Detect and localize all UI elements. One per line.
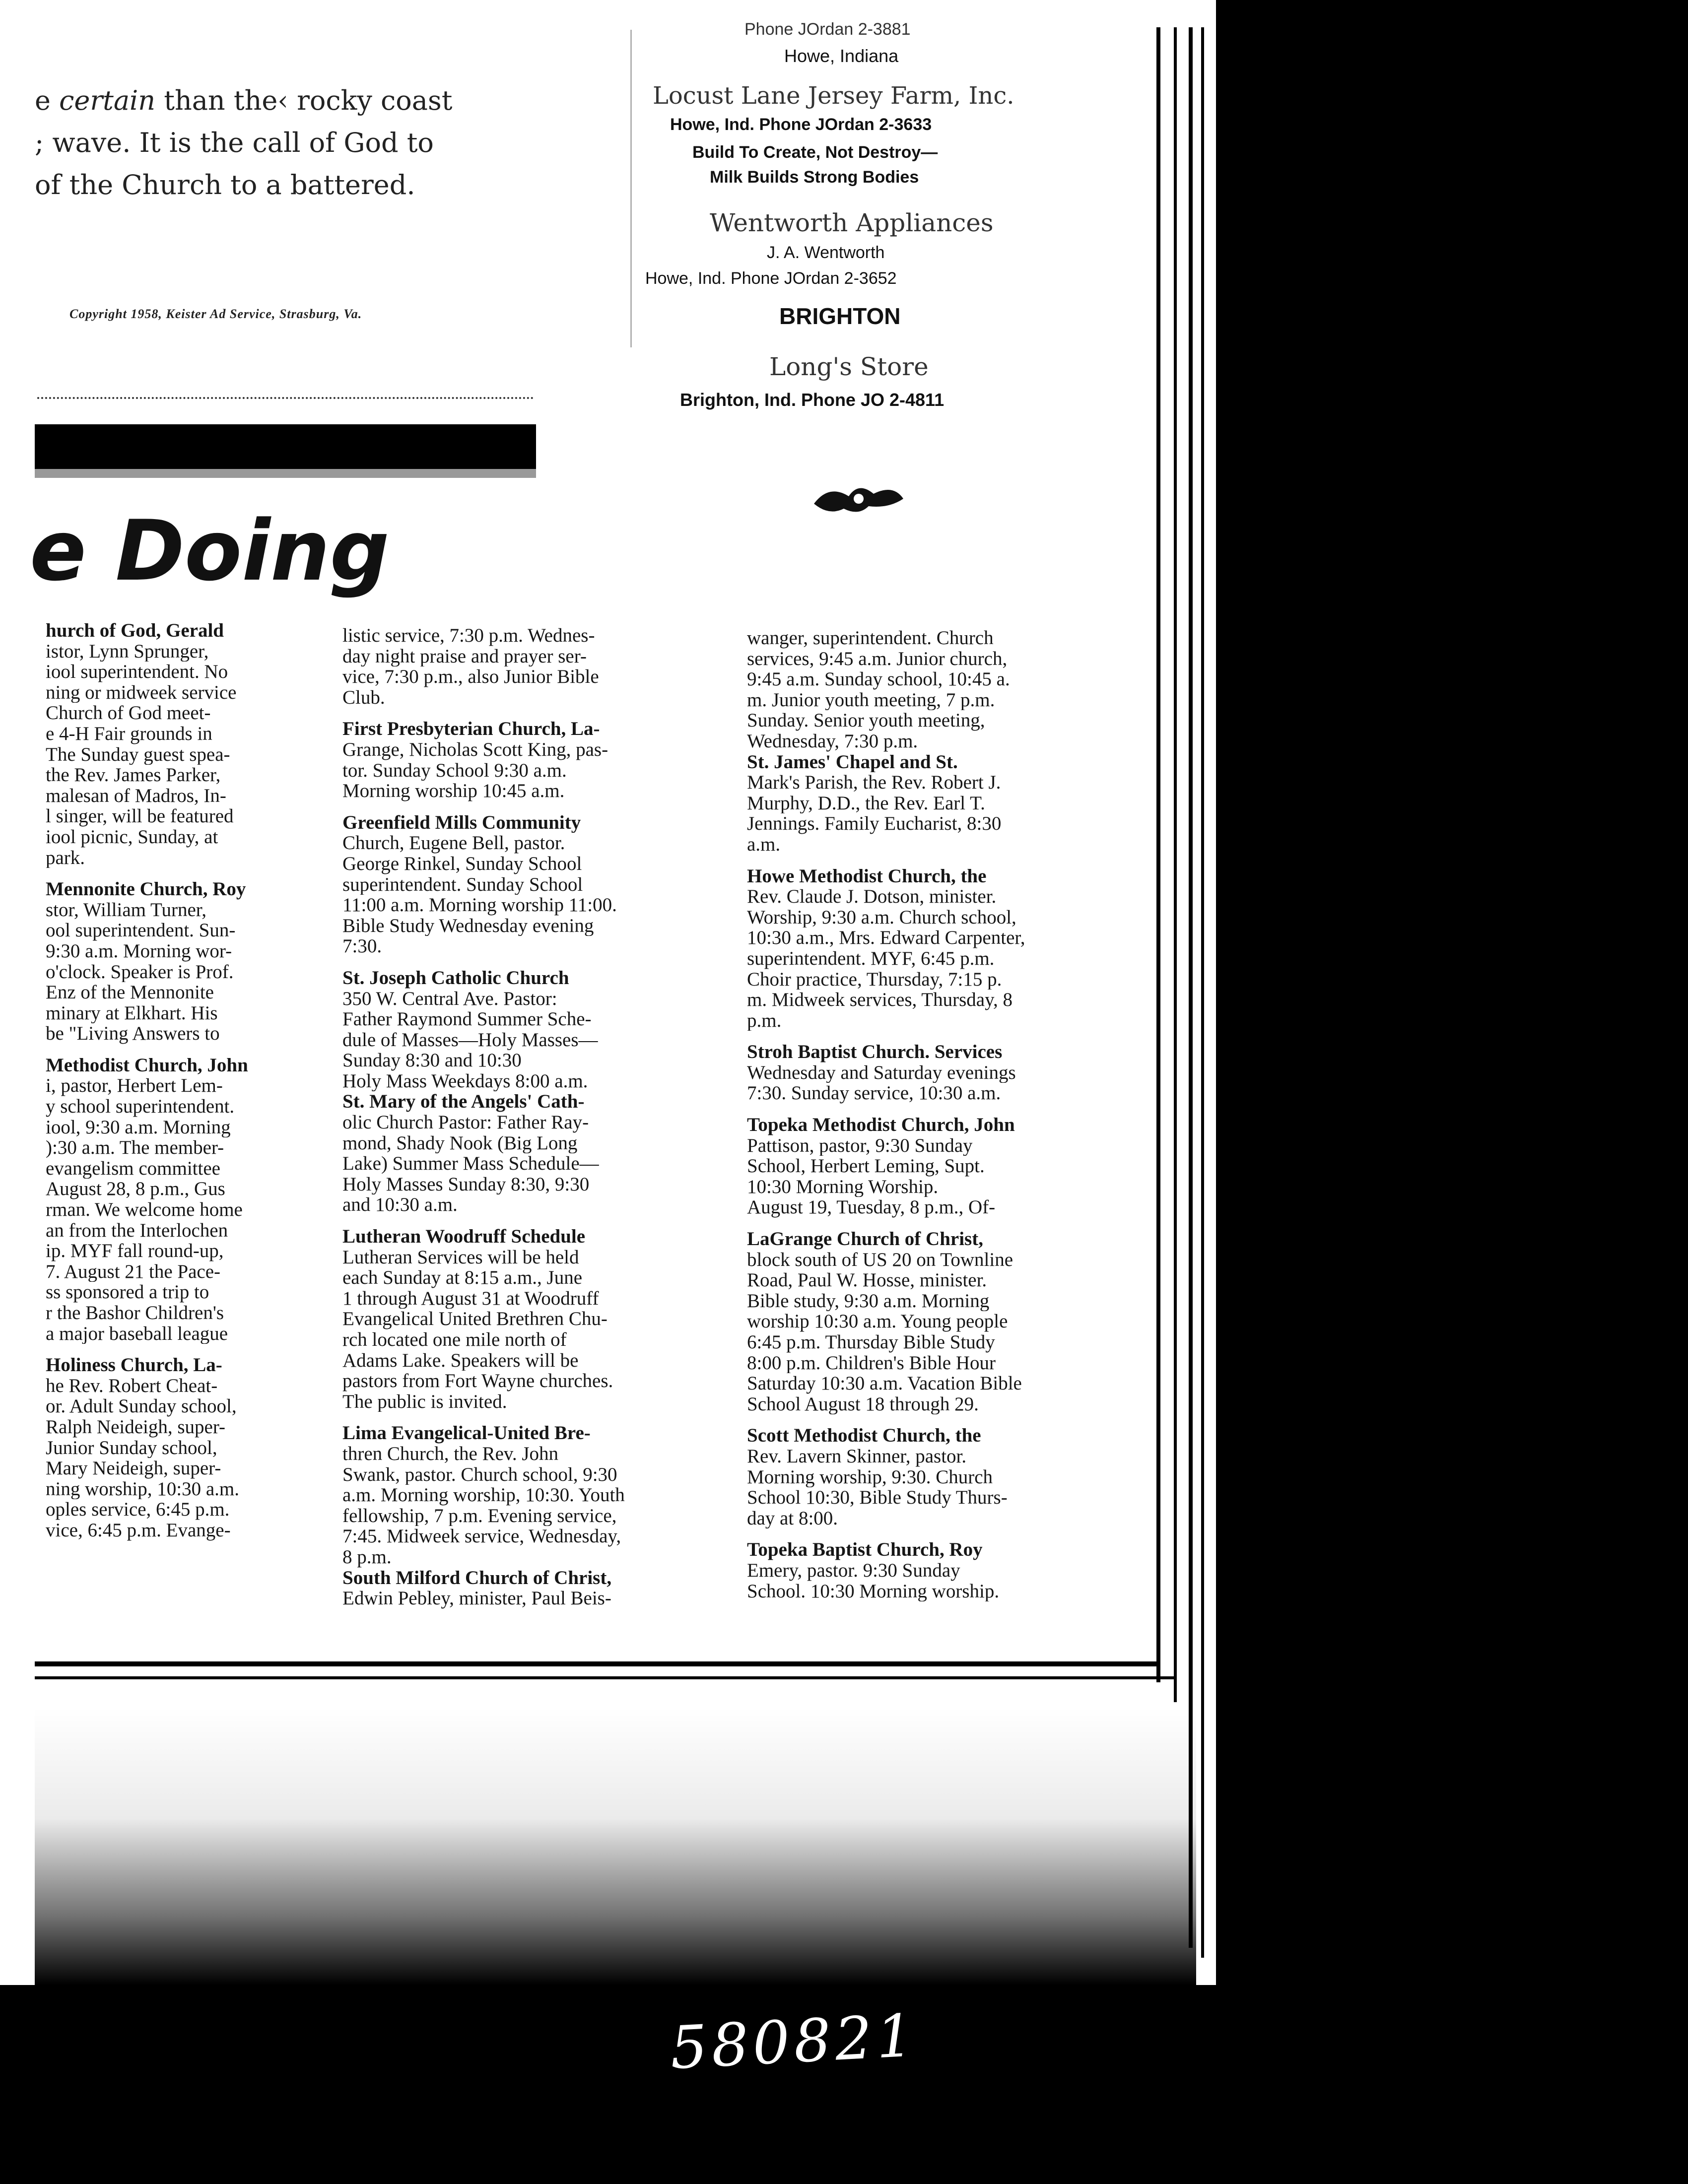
church-heading-line: LaGrange Church of Christ, — [747, 1229, 983, 1250]
church-heading-line: St. Joseph Catholic Church — [342, 967, 569, 989]
column-text-line: School. 10:30 Morning worship. — [747, 1581, 1000, 1602]
column-text-line: rch located one mile north of — [342, 1329, 567, 1350]
column-text-line: 8:00 p.m. Children's Bible Hour — [747, 1352, 996, 1374]
quote-line-3: of the Church to a battered. — [35, 169, 415, 200]
column-text-line: Adams Lake. Speakers will be — [342, 1350, 579, 1371]
column-text-line: and 10:30 a.m. — [342, 1194, 458, 1216]
column-text-line: r the Bashor Children's — [46, 1303, 224, 1324]
column-text-line: o'clock. Speaker is Prof. — [46, 961, 234, 983]
border-line-4 — [1201, 27, 1204, 1958]
column-text-line: Sunday 8:30 and 10:30 — [342, 1050, 522, 1071]
column-text-line: Ralph Neideigh, super- — [46, 1416, 226, 1438]
column-text-line: evangelism committee — [46, 1158, 220, 1179]
church-heading-line: Stroh Baptist Church. Services — [747, 1042, 1003, 1062]
column-text-line: 1 through August 31 at Woodruff — [342, 1288, 599, 1309]
church-column-2 — [342, 625, 710, 1609]
column-text-line: tor. Sunday School 9:30 a.m. — [342, 760, 567, 781]
column-text-line: malesan of Madros, In- — [46, 785, 226, 806]
column-text-line: Junior Sunday school, — [46, 1437, 217, 1458]
column-text-line: Saturday 10:30 a.m. Vacation Bible — [747, 1373, 1022, 1394]
column-text-line: 11:00 a.m. Morning worship 11:00. — [342, 895, 617, 916]
column-text-line: 7:30. Sunday service, 10:30 a.m. — [747, 1083, 1001, 1104]
gray-under-bar — [35, 469, 536, 478]
column-text-line: Enz of the Mennonite — [46, 982, 214, 1003]
border-line-1 — [1156, 27, 1160, 1682]
column-text-line: iool superintendent. No — [46, 662, 228, 682]
column-text-line: services, 9:45 a.m. Junior church, — [747, 648, 1008, 669]
column-text-line: superintendent. MYF, 6:45 p.m. — [747, 948, 995, 969]
column-text-line: August 19, Tuesday, 8 p.m., Of- — [747, 1197, 996, 1218]
column-text-line: m. Midweek services, Thursday, 8 — [747, 990, 1013, 1010]
church-heading-line: South Milford Church of Christ, — [342, 1567, 612, 1588]
ad-appliance-name: Wentworth Appliances — [710, 208, 994, 237]
column-text-line: Church of God meet- — [46, 703, 211, 724]
column-text-line: Mary Neideigh, super- — [46, 1458, 221, 1479]
column-text-line: Bible Study Wednesday evening — [342, 915, 594, 936]
headline: e Doing — [30, 502, 390, 599]
church-heading-line: First Presbyterian Church, La- — [342, 719, 600, 739]
column-text-line: ):30 a.m. The member- — [46, 1137, 224, 1158]
column-text-line: day at 8:00. — [747, 1508, 838, 1529]
ad-phone-top: Phone JOrdan 2-3881 — [744, 20, 911, 39]
column-text-line: block south of US 20 on Townline — [747, 1249, 1013, 1270]
column-text-line: 7:45. Midweek service, Wednesday, — [342, 1526, 621, 1547]
column-text-line: ss sponsored a trip to — [46, 1282, 209, 1303]
church-heading-line: Topeka Methodist Church, John — [747, 1115, 1015, 1135]
column-text-line: Morning worship, 9:30. Church — [747, 1466, 993, 1488]
column-text-line: day night praise and prayer ser- — [342, 646, 587, 667]
column-text-line: Pattison, pastor, 9:30 Sunday — [747, 1135, 973, 1156]
column-text-line: rman. We welcome home — [46, 1199, 243, 1220]
dotted-rule — [37, 397, 534, 399]
column-text-line: Murphy, D.D., the Rev. Earl T. — [747, 793, 985, 814]
column-text-line: y school superintendent. — [46, 1096, 235, 1117]
column-text-line: ning or midweek service — [46, 682, 237, 703]
column-text-line: 8 p.m. — [342, 1546, 392, 1568]
column-text-line: thren Church, the Rev. John — [342, 1443, 559, 1464]
column-text-line: l singer, will be featured — [46, 806, 234, 827]
column-text-line: Holy Mass Weekdays 8:00 a.m. — [342, 1070, 588, 1092]
ad-farm-addr: Howe, Ind. Phone JOrdan 2-3633 — [670, 115, 932, 134]
border-bottom-rule — [35, 1661, 1160, 1666]
column-text-line: worship 10:30 a.m. Young people — [747, 1311, 1008, 1332]
church-heading-line: Methodist Church, John — [46, 1055, 248, 1076]
column-text-line: Rev. Claude J. Dotson, minister. — [747, 886, 997, 907]
church-heading-line: hurch of God, Gerald — [46, 620, 224, 641]
column-text-line: Morning worship 10:45 a.m. — [342, 781, 565, 801]
church-heading-line: St. Mary of the Angels' Cath- — [342, 1091, 585, 1113]
quote-line-1: e certain than the‹ rocky coast — [35, 85, 453, 116]
quote-block — [35, 79, 452, 206]
column-text-line: vice, 7:30 p.m., also Junior Bible — [342, 666, 599, 687]
border-line-2 — [1174, 27, 1177, 1702]
ad-appliance-owner: J. A. Wentworth — [767, 243, 885, 262]
column-text-line: e 4-H Fair grounds in — [46, 723, 212, 744]
column-text-line: Rev. Lavern Skinner, pastor. — [747, 1446, 967, 1467]
column-text-line: Bible study, 9:30 a.m. Morning — [747, 1290, 990, 1312]
handwritten-number: 580821 — [668, 2001, 919, 2082]
column-text-line: The public is invited. — [342, 1391, 507, 1412]
column-text-line: a.m. — [747, 834, 781, 855]
column-text-line: fellowship, 7 p.m. Evening service, — [342, 1505, 617, 1526]
column-text-line: an from the Interlochen — [46, 1220, 228, 1241]
column-text-line: Church, Eugene Bell, pastor. — [342, 833, 565, 854]
column-text-line: Mark's Parish, the Rev. Robert J. — [747, 772, 1001, 793]
column-text-line: p.m. — [747, 1010, 782, 1031]
quote-line-2: ; wave. It is the call of God to — [35, 127, 434, 158]
column-text-line: Wednesday, 7:30 p.m. — [747, 730, 918, 752]
column-text-line: Sunday. Senior youth meeting, — [747, 710, 985, 731]
column-text-line: olic Church Pastor: Father Ray- — [342, 1112, 589, 1133]
church-column-1 — [46, 620, 294, 1541]
church-heading-line: Howe Methodist Church, the — [747, 865, 987, 887]
border-line-3 — [1189, 27, 1193, 1948]
church-column-3 — [747, 628, 1114, 1601]
scan-noise-edge — [35, 1707, 1196, 1985]
column-text-line: stor, William Turner, — [46, 899, 206, 921]
column-text-line: he Rev. Robert Cheat- — [46, 1375, 218, 1396]
column-text-line: Emery, pastor. 9:30 Sunday — [747, 1560, 960, 1581]
church-heading-line: Mennonite Church, Roy — [46, 879, 246, 900]
column-text-line: iool picnic, Sunday, at — [46, 826, 218, 848]
column-text-line: Lake) Summer Mass Schedule— — [342, 1153, 599, 1174]
church-heading-line: St. James' Chapel and St. — [747, 751, 958, 773]
column-text-line: wanger, superintendent. Church — [747, 628, 994, 649]
ad-farm-name: Locust Lane Jersey Farm, Inc. — [653, 82, 1014, 110]
column-text-line: 10:30 Morning Worship. — [747, 1176, 939, 1197]
column-text-line: Worship, 9:30 a.m. Church school, — [747, 907, 1016, 928]
column-text-line: the Rev. James Parker, — [46, 765, 221, 786]
black-banner-bar — [35, 424, 536, 469]
church-heading-line: Holiness Church, La- — [46, 1355, 222, 1376]
column-text-line: pastors from Fort Wayne churches. — [342, 1371, 613, 1391]
column-text-line: ning worship, 10:30 a.m. — [46, 1478, 239, 1500]
copyright-line: Copyright 1958, Keister Ad Service, Strasburg, Va. — [69, 307, 362, 321]
column-text-line: 10:30 a.m., Mrs. Edward Carpenter, — [747, 927, 1025, 948]
ad-divider — [630, 30, 632, 347]
column-text-line: School August 18 through 29. — [747, 1393, 979, 1415]
column-text-line: School, Herbert Leming, Supt. — [747, 1156, 985, 1177]
column-text-line: Grange, Nicholas Scott King, pas- — [342, 739, 608, 760]
column-text-line: The Sunday guest spea- — [46, 744, 230, 765]
column-text-line: a major baseball league — [46, 1323, 228, 1344]
column-text-line: Lutheran Services will be held — [342, 1247, 579, 1268]
column-text-line: Father Raymond Summer Sche- — [342, 1009, 592, 1030]
column-text-line: i, pastor, Herbert Lem- — [46, 1075, 223, 1097]
column-text-line: park. — [46, 847, 85, 868]
column-text-line: m. Junior youth meeting, 7 p.m. — [747, 689, 995, 711]
column-text-line: Jennings. Family Eucharist, 8:30 — [747, 813, 1002, 834]
column-text-line: dule of Masses—Holy Masses— — [342, 1029, 598, 1051]
church-heading-line: Topeka Baptist Church, Roy — [747, 1539, 983, 1560]
column-text-line: Edwin Pebley, minister, Paul Beis- — [342, 1588, 611, 1609]
church-heading-line: Lutheran Woodruff Schedule — [342, 1226, 586, 1247]
column-text-line: istor, Lynn Sprunger, — [46, 641, 209, 662]
column-text-line: 9:30 a.m. Morning wor- — [46, 940, 232, 962]
border-bottom-rule-2 — [35, 1676, 1176, 1679]
scan-top-margin — [1216, 0, 1688, 30]
column-text-line: Evangelical United Brethren Chu- — [342, 1309, 608, 1329]
ad-town-top: Howe, Indiana — [784, 46, 899, 66]
column-text-line: ip. MYF fall round-up, — [46, 1241, 224, 1261]
column-text-line: superintendent. Sunday School — [342, 874, 583, 895]
column-text-line: Wednesday and Saturday evenings — [747, 1062, 1016, 1083]
column-text-line: be "Living Answers to — [46, 1023, 220, 1044]
column-text-line: iool, 9:30 a.m. Morning — [46, 1117, 231, 1138]
column-text-line: 7. August 21 the Pace- — [46, 1261, 221, 1282]
column-text-line: listic service, 7:30 p.m. Wednes- — [342, 625, 595, 646]
column-text-line: 6:45 p.m. Thursday Bible Study — [747, 1332, 995, 1353]
column-text-line: 7:30. — [342, 936, 382, 957]
column-text-line: Swank, pastor. Church school, 9:30 — [342, 1464, 617, 1485]
column-text-line: Club. — [342, 687, 385, 708]
column-text-line: vice, 6:45 p.m. Evange- — [46, 1520, 231, 1541]
column-text-line: oples service, 6:45 p.m. — [46, 1499, 230, 1520]
column-text-line: 350 W. Central Ave. Pastor: — [342, 988, 557, 1009]
column-text-line: a.m. Morning worship, 10:30. Youth — [342, 1485, 625, 1506]
column-text-line: minary at Elkhart. His — [46, 1002, 218, 1024]
ad-section-brighton: BRIGHTON — [779, 303, 901, 329]
column-text-line: August 28, 8 p.m., Gus — [46, 1179, 225, 1200]
ad-farm-slogan-2: Milk Builds Strong Bodies — [710, 168, 919, 187]
church-heading-line: Scott Methodist Church, the — [747, 1425, 981, 1446]
ad-store-addr: Brighton, Ind. Phone JO 2-4811 — [680, 390, 945, 410]
church-heading-line: Lima Evangelical-United Bre- — [342, 1423, 591, 1444]
column-text-line: Road, Paul W. Hosse, minister. — [747, 1270, 987, 1291]
column-text-line: 9:45 a.m. Sunday school, 10:45 a. — [747, 669, 1010, 690]
ad-farm-slogan-1: Build To Create, Not Destroy— — [692, 143, 938, 162]
column-text-line: ool superintendent. Sun- — [46, 920, 236, 941]
ad-appliance-addr: Howe, Ind. Phone JOrdan 2-3652 — [645, 269, 897, 288]
church-heading-line: Greenfield Mills Community — [342, 812, 581, 833]
column-text-line: Holy Masses Sunday 8:30, 9:30 — [342, 1174, 590, 1195]
column-text-line: mond, Shady Nook (Big Long — [342, 1132, 578, 1154]
column-text-line: George Rinkel, Sunday School — [342, 853, 582, 874]
ornament-icon — [809, 479, 908, 519]
column-text-line: each Sunday at 8:15 a.m., June — [342, 1267, 583, 1288]
column-text-line: School 10:30, Bible Study Thurs- — [747, 1487, 1008, 1508]
ad-store-name: Long's Store — [769, 352, 929, 381]
column-text-line: Choir practice, Thursday, 7:15 p. — [747, 969, 1002, 990]
scan-right-margin — [1216, 25, 1688, 2184]
column-text-line: or. Adult Sunday school, — [46, 1396, 237, 1417]
